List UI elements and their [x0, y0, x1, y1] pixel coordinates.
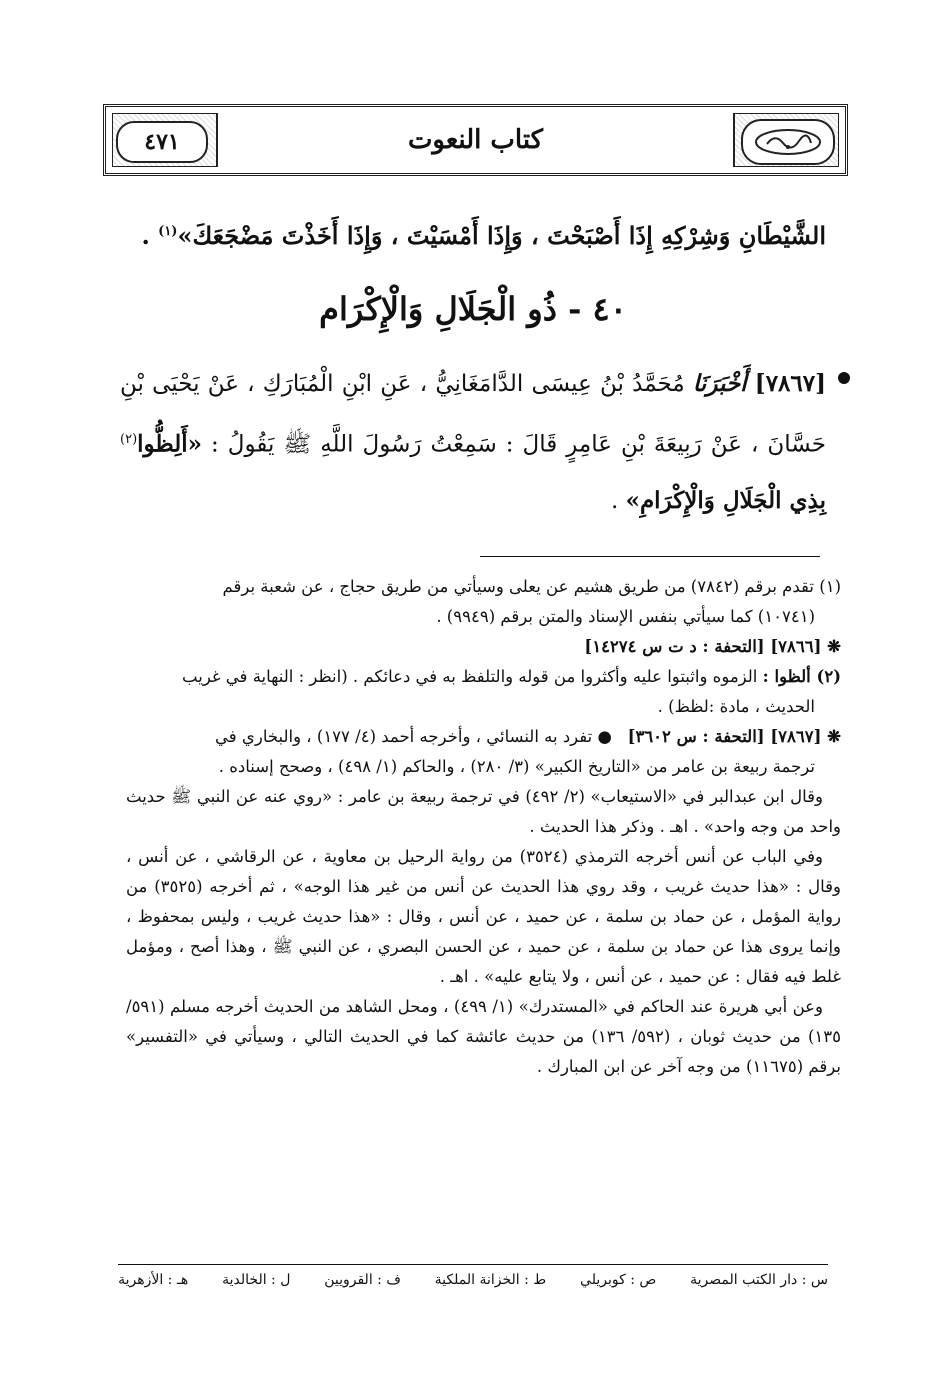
hadith-quote-start: «أَلِظُّوا [137, 430, 203, 458]
footnotes [126, 572, 841, 1082]
book-logo-icon [741, 119, 835, 165]
footnote-ref-2: (٢) [120, 432, 138, 447]
hadith-bullet-icon [838, 372, 850, 384]
source-item: ط : الخزانة الملكية [434, 1272, 547, 1288]
footnote-1-line-1: (١) تقدم برقم (٧٨٤٢) من طريق هشيم عن يعلى وسيأتي من طريق حجاج ، عن شعبة برقم [222, 577, 841, 596]
takhrij-7866: ❋ [٧٨٦٦] [التحفة : د ت س ١٤٢٧٤] [584, 637, 841, 656]
hadith-text [120, 356, 826, 529]
continuation-end: . [141, 221, 159, 250]
footnote-2 [126, 662, 841, 692]
section-heading: ٤٠ - ذُو الْجَلَالِ وَالْإِكْرَام [319, 290, 627, 328]
source-item: ف : القرويين [324, 1272, 401, 1288]
footnote-ref-1: (١) [158, 224, 178, 239]
logo-ornament-icon [753, 127, 823, 157]
note-paragraph-1: وقال ابن عبدالبر في «الاستيعاب» (٢/ ٤٩٢) في ترجمة ربيعة بن عامر : «روي عنه عن النبي ﷺ حديث واحد من وجه واحد» . اهـ . وذكر هذا الحديث . [126, 787, 841, 836]
source-item: هـ : الأزهرية [118, 1272, 189, 1288]
hadith-quote-end: بِذِي الْجَلَالِ وَالْإِكْرَامِ» [625, 486, 826, 514]
takhrij-7867-text: ● تفرد به النسائي ، وأخرجه أحمد (٤/ ١٧٧) ، والبخاري في [215, 727, 612, 746]
source-item: ص : كوبريلي [580, 1272, 657, 1288]
footnote-2-text: الزموه واثبتوا عليه وأكثروا من قوله والتلفظ به في دعائكم . (انظر : النهاية في غريب [182, 667, 763, 686]
continuation-line [120, 212, 826, 256]
manuscript-sources [118, 1272, 828, 1288]
book-title: كتاب النعوت [407, 125, 544, 155]
takhrij-7867-line-2: ترجمة ربيعة بن عامر من «التاريخ الكبير» (٣/ ٢٨٠) ، والحاكم (١/ ٤٩٨) ، وصحح إسناده . [218, 757, 815, 776]
footnote-divider [480, 556, 820, 557]
source-item: ل : الخالدية [222, 1272, 291, 1288]
header-title-panel [216, 113, 735, 167]
note-paragraph-2: وفي الباب عن أنس أخرجه الترمذي (٣٥٢٤) من رواية الرحيل بن معاوية ، عن الرقاشي ، عن أنس ، وقال : «هذا حديث غريب ، وقد روي هذا الحديث عن أنس من غير هذا الوجه» ، ثم أخرجه (٣٥٢٥) من رواية المؤمل ، عن حماد بن سلمة ، عن حميد ، عن أنس ، وقال : «هذا حديث غريب ، وليس بمحفوظ ، وإنما يروى هذا عن حماد بن سلمة ، عن حميد ، عن الحسن البصري ، عن النبي ﷺ ، وهذا أصح ، ومؤمل غلط فيه فقال : عن حميد ، عن أنس ، ولا يتابع عليه» . اهـ . [126, 847, 841, 986]
hadith-chain: مُحَمَّدُ بْنُ عِيسَى الدَّامَغَانِيُّ ، عَنِ ابْنِ الْمُبَارَكِ ، عَنْ يَحْيَى بْنِ حَسَّانَ ، عَنْ رَبِيعَةَ بْنِ عَامِرٍ قَالَ : سَمِعْتُ رَسُولَ اللَّهِ ﷺ يَقُولُ : [120, 371, 826, 458]
takhrij-7867-head: ❋ [٧٨٦٧] [التحفة : س ٣٦٠٢] [627, 727, 841, 746]
hadith-number: [٧٨٦٧] [754, 370, 826, 397]
continuation-text: الشَّيْطَانِ وَشِرْكِهِ إِذَا أَصْبَحْتَ ، وَإِذَا أَمْسَيْتَ ، وَإِذَا أَخَذْتَ مَضْجَعَكَ» [177, 221, 826, 250]
footnote-2-line-2: الحديث ، مادة :لظظ) . [657, 697, 815, 716]
hadith-end: . [610, 487, 626, 514]
note-paragraph-3: وعن أبي هريرة عند الحاكم في «المستدرك» (١/ ٤٩٩) ، ومحل الشاهد من الحديث أخرجه مسلم (٥٩١/ ١٣٥) من حديث ثوبان ، (٥٩٢/ ١٣٦) من حديث عائشة كما في الحديث التالي ، وسيأتي في «التفسير» برقم (١١٦٧٥) من وجه آخر عن ابن المبارك . [126, 997, 841, 1076]
footnote-2-label: (٢) ألظوا : [762, 667, 841, 686]
sources-divider [118, 1264, 828, 1265]
takhrij-7867 [126, 722, 841, 752]
footnote-1-line-2: (١٠٧٤١) كما سيأتي بنفس الإسناد والمتن برقم (٩٩٤٩) . [436, 607, 815, 626]
hadith-akhbarana: أَخْبَرَنَا [692, 370, 747, 397]
source-item: س : دار الكتب المصرية [690, 1272, 828, 1288]
page-number: ٤٧١ [116, 121, 208, 163]
page-header [103, 104, 848, 176]
